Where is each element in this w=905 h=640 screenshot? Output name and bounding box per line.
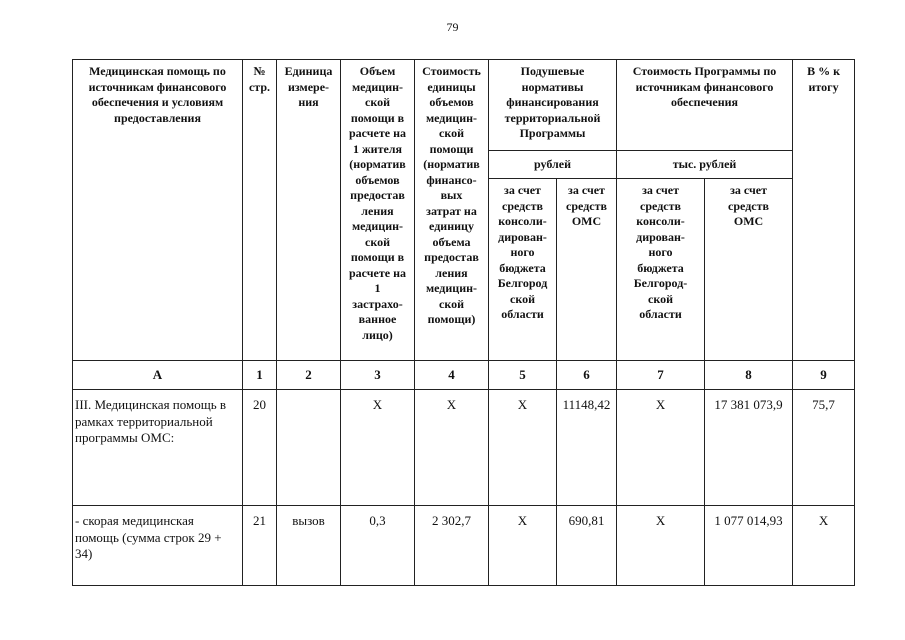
header-unit: Единица измере- ния <box>277 60 341 361</box>
row-percent: 75,7 <box>793 390 855 506</box>
financing-table <box>72 59 855 586</box>
header-unit-rub: рублей <box>489 151 617 179</box>
column-letter: 4 <box>415 361 489 390</box>
column-letter: 2 <box>277 361 341 390</box>
row-number: 20 <box>243 390 277 506</box>
row-name: III. Медицинская помощь в рамках территориальной программы ОМС: <box>73 390 243 506</box>
row-oms-rub: 11148,42 <box>557 390 617 506</box>
column-letter: 1 <box>243 361 277 390</box>
row-oms-rub: 690,81 <box>557 506 617 586</box>
row-budget-rub: Х <box>489 390 557 506</box>
row-percent: Х <box>793 506 855 586</box>
column-letter: А <box>73 361 243 390</box>
column-letter: 8 <box>705 361 793 390</box>
header-volume: Объем медицин- ской помощи в расчете на 1 жителя (норматив объемов предостав ления медицин- ской помощи в расчете на 1 застрахо- ванное лицо) <box>341 60 415 361</box>
row-cost: Х <box>415 390 489 506</box>
header-percent: В % к итогу <box>793 60 855 361</box>
page-number: 79 <box>446 20 459 34</box>
header-budget-thousand: за счет средств консоли- дирован- ного бюджета Белгород- ской области <box>617 179 705 361</box>
row-number: 21 <box>243 506 277 586</box>
row-volume: Х <box>341 390 415 506</box>
table-row <box>73 506 855 586</box>
row-cost: 2 302,7 <box>415 506 489 586</box>
header-unit-cost: Стоимость единицы объемов медицин- ской помощи (норматив финансо- вых затрат на единицу объема предостав ления медицин- ской помощи) <box>415 60 489 361</box>
column-letter: 9 <box>793 361 855 390</box>
table-row <box>73 390 855 506</box>
header-name: Медицинская помощь по источникам финансового обеспечения и условиям предоставления <box>73 60 243 361</box>
row-budget-thousand: Х <box>617 390 705 506</box>
row-oms-thousand: 1 077 014,93 <box>705 506 793 586</box>
column-letter: 6 <box>557 361 617 390</box>
row-unit: вызов <box>277 506 341 586</box>
header-program-cost: Стоимость Программы по источникам финансового обеспечения <box>617 60 793 151</box>
row-unit <box>277 390 341 506</box>
row-name: - скорая медицинская помощь (сумма строк 29 + 34) <box>73 506 243 586</box>
column-letter: 5 <box>489 361 557 390</box>
header-per-capita-norms: Подушевые нормативы финансирования территориальной Программы <box>489 60 617 151</box>
header-budget-rub: за счет средств консоли- дирован- ного бюджета Белгород ской области <box>489 179 557 361</box>
column-letter: 3 <box>341 361 415 390</box>
header-oms-rub: за счет средств ОМС <box>557 179 617 361</box>
row-oms-thousand: 17 381 073,9 <box>705 390 793 506</box>
header-row-number: № стр. <box>243 60 277 361</box>
row-volume: 0,3 <box>341 506 415 586</box>
row-budget-rub: Х <box>489 506 557 586</box>
header-oms-thousand: за счет средств ОМС <box>705 179 793 361</box>
row-budget-thousand: Х <box>617 506 705 586</box>
header-unit-thousand-rub: тыс. рублей <box>617 151 793 179</box>
column-letter: 7 <box>617 361 705 390</box>
